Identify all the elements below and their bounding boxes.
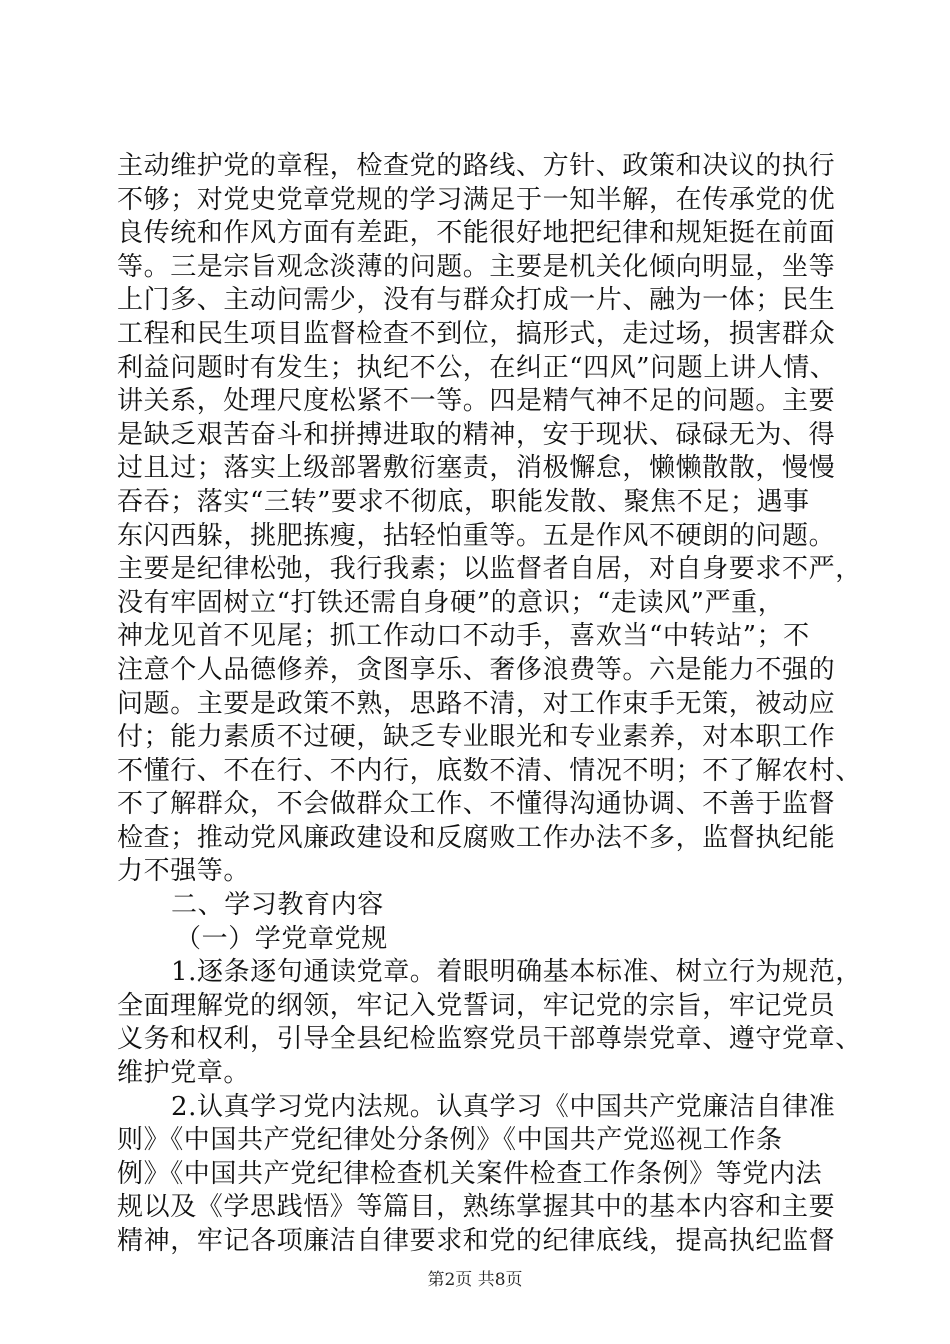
text-line: 利益问题时有发生；执纪不公，在纠正“四风”问题上讲人情、 [117,352,837,383]
text-line: 则》《中国共产党纪律处分条例》《中国共产党巡视工作条 [117,1125,783,1156]
text-line: 2.认真学习党内法规。认真学习《中国共产党廉洁自律准 [171,1091,836,1122]
text-line: 不够；对党史党章党规的学习满足于一知半解，在传承党的优 [117,184,836,215]
text-line: 过且过；落实上级部署敷衍塞责，消极懈怠，懒懒散散，慢慢 [117,453,836,484]
text-line: 东闪西躲，挑肥拣瘦，拈轻怕重等。五是作风不硬朗的问题。 [117,520,836,551]
text-line: 问题。主要是政策不熟，思路不清，对工作束手无策，被动应 [117,688,836,719]
text-line: 检查；推动党风廉政建设和反腐败工作办法不多，监督执纪能 [117,822,836,853]
text-line: 主动维护党的章程，检查党的路线、方针、政策和决议的执行 [117,151,836,181]
text-line: 不了解群众，不会做群众工作、不懂得沟通协调、不善于监督 [117,789,836,820]
text-line: 讲关系，处理尺度松紧不一等。四是精气神不足的问题。主要 [117,386,836,417]
text-line: 吞吞；落实“三转”要求不彻底，职能发散、聚焦不足；遇事 [117,486,810,517]
text-line: 全面理解党的纲领，牢记入党誓词，牢记党的宗旨，牢记党员 [117,990,836,1021]
text-line: 规以及《学思践悟》等篇目，熟练掌握其中的基本内容和主要 [117,1192,836,1223]
text-line: 1.逐条逐句通读党章。着眼明确基本标准、树立行为规范， [171,957,863,988]
text-line: 等。三是宗旨观念淡薄的问题。主要是机关化倾向明显，坐等 [117,251,836,282]
text-line: 上门多、主动问需少，没有与群众打成一片、融为一体；民生 [117,285,836,316]
text-line: 不懂行、不在行、不内行，底数不清、情况不明；不了解农村、 [117,755,862,786]
document-body [117,150,863,1259]
text-line: 良传统和作风方面有差距，不能很好地把纪律和规矩挺在前面 [117,218,836,249]
text-line: 工程和民生项目监督检查不到位，搞形式，走过场，损害群众 [117,318,836,349]
subsection-heading: （一）学党章党规 [175,923,388,954]
text-line: 维护党章。 [117,1058,251,1089]
text-line: 没有牢固树立“打铁还需自身硬”的意识；“走读风”严重， [117,587,785,618]
text-line: 例》《中国共产党纪律检查机关案件检查工作条例》等党内法 [117,1158,823,1189]
text-line: 付；能力素质不过硬，缺乏专业眼光和专业素养，对本职工作 [117,722,836,753]
text-line: 力不强等。 [117,856,251,887]
text-line: 注意个人品德修养，贪图享乐、奢侈浪费等。六是能力不强的 [117,654,836,685]
text-line: 主要是纪律松弛，我行我素；以监督者自居，对自身要求不严， [117,554,862,585]
text-line: 精神，牢记各项廉洁自律要求和党的纪律底线，提高执纪监督 [117,1226,836,1256]
text-line: 是缺乏艰苦奋斗和拼搏进取的精神，安于现状、碌碌无为、得 [117,419,836,450]
text-line: 义务和权利，引导全县纪检监察党员干部尊崇党章、遵守党章、 [117,1024,862,1055]
section-heading: 二、学习教育内容 [171,890,384,921]
page-number-footer: 第2页 共8页 [427,1270,523,1290]
text-line: 神龙见首不见尾；抓工作动口不动手，喜欢当“中转站”；不 [117,621,810,652]
